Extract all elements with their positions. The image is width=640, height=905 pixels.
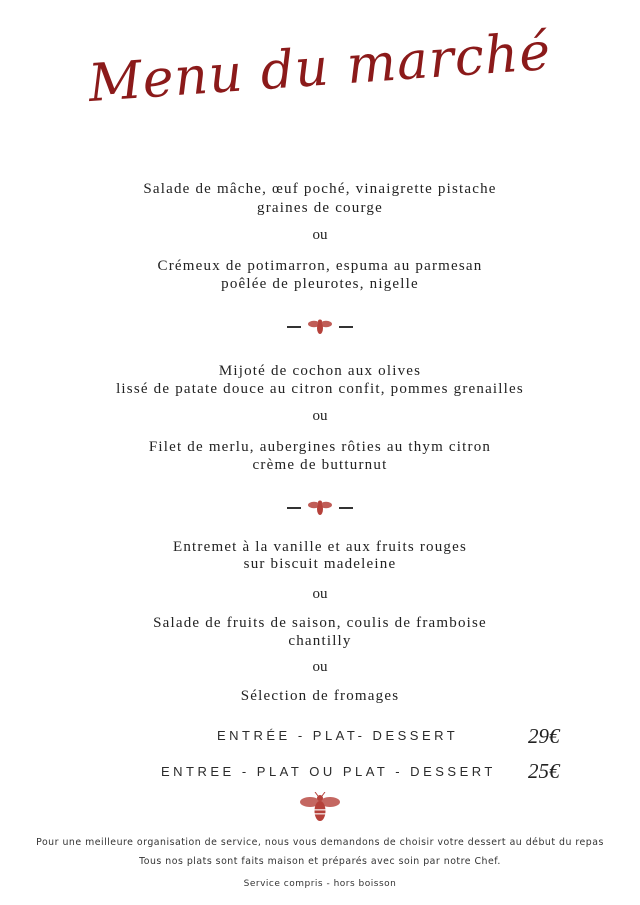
bee-emblem <box>0 792 640 824</box>
footer-note-3: Service compris - hors boisson <box>243 879 397 889</box>
or-separator: ou <box>312 586 328 602</box>
entree-option-2-line-2: poêlée de pleurotes, nigelle <box>221 276 419 292</box>
formule-price: 29€ <box>528 724 560 748</box>
plat-option-2-line-2: crème de butturnut <box>252 457 388 473</box>
formule-row <box>0 759 640 785</box>
footer-note-1: Pour une meilleure organisation de service, nous vous demandons de choisir votre dessert au début du repas <box>36 837 604 848</box>
dessert-option-3: Sélection de fromages <box>240 688 400 704</box>
or-separator: ou <box>312 659 328 675</box>
entree-option-2-line-1: Crémeux de potimarron, espuma au parmesan <box>157 258 483 274</box>
formule-label: ENTRÉE - PLAT- DESSERT <box>217 728 459 743</box>
entree-option-1-line-2: graines de courge <box>257 200 383 216</box>
plat-option-1-line-2: lissé de patate douce au citron confit, pommes grenailles <box>116 381 524 397</box>
or-separator: ou <box>312 408 328 424</box>
plat-option-1-line-1: Mijoté de cochon aux olives <box>218 363 422 379</box>
or-separator: ou <box>312 227 328 243</box>
section-divider <box>0 499 640 517</box>
title-block <box>0 21 640 115</box>
bee-icon <box>307 318 333 336</box>
dessert-option-1-line-2: sur biscuit madeleine <box>243 556 397 572</box>
dessert-option-2-line-1: Salade de fruits de saison, coulis de framboise <box>153 615 487 631</box>
bee-icon <box>299 792 341 824</box>
section-divider <box>0 318 640 336</box>
menu-title: Menu du marché <box>86 21 554 115</box>
plat-option-2-line-1: Filet de merlu, aubergines rôties au thym citron <box>148 439 492 455</box>
bee-icon <box>307 499 333 517</box>
formule-row <box>0 724 640 750</box>
footer-note-2: Tous nos plats sont faits maison et préparés avec soin par notre Chef. <box>139 856 501 867</box>
dessert-option-2-line-2: chantilly <box>288 633 352 649</box>
entree-option-1-line-1: Salade de mâche, œuf poché, vinaigrette pistache <box>143 181 497 197</box>
formule-label: ENTREE - PLAT OU PLAT - DESSERT <box>161 764 496 779</box>
dessert-option-1-line-1: Entremet à la vanille et aux fruits rouges <box>172 539 468 555</box>
formule-price: 25€ <box>528 759 560 783</box>
